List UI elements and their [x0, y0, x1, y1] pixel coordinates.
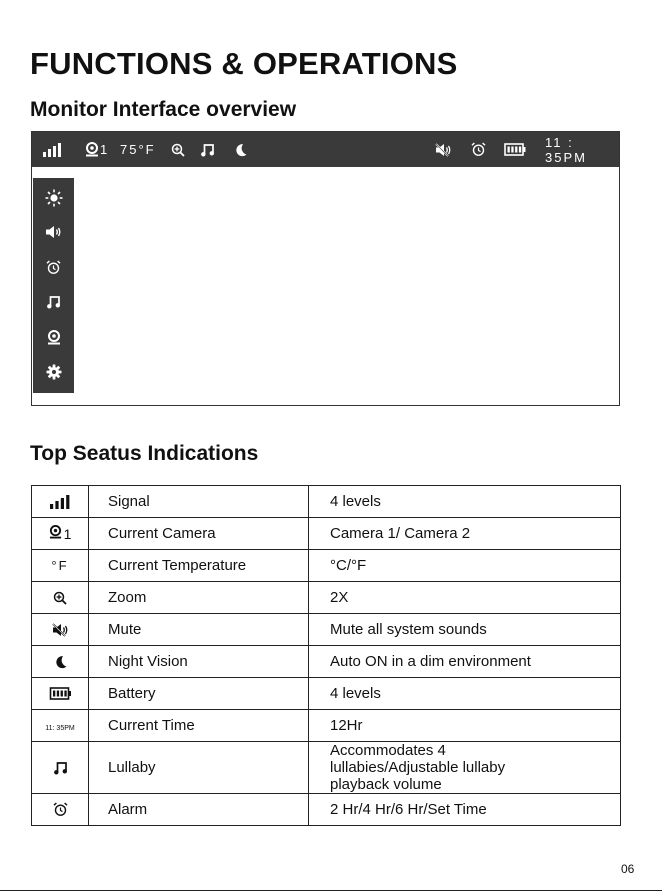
signal-icon: [43, 132, 63, 167]
camera-icon: [85, 132, 99, 167]
page-bottom-rule: [0, 890, 662, 891]
row-name: Current Temperature: [89, 550, 309, 582]
row-name: Current Camera: [89, 518, 309, 550]
section-heading-monitor: Monitor Interface overview: [30, 98, 297, 121]
row-name: Night Vision: [89, 646, 309, 678]
row-value: °C/°F: [309, 550, 621, 582]
table-row: [32, 794, 621, 826]
table-row: [32, 742, 621, 794]
table-row: [32, 646, 621, 678]
row-name: Signal: [89, 486, 309, 518]
row-name: Current Time: [89, 710, 309, 742]
table-row: [32, 614, 621, 646]
alarm-icon[interactable]: [33, 250, 74, 284]
music-note-icon[interactable]: [33, 285, 74, 319]
row-value: Camera 1/ Camera 2: [309, 518, 621, 550]
monitor-top-bar: [32, 132, 619, 167]
table-row: [32, 582, 621, 614]
row-name: Alarm: [89, 794, 309, 826]
camera-icon[interactable]: [33, 320, 74, 354]
table-row: [32, 710, 621, 742]
battery-icon: [504, 132, 526, 167]
brightness-icon[interactable]: [33, 181, 74, 215]
table-row: [32, 678, 621, 710]
zoom-icon: [171, 132, 185, 167]
mute-icon: [32, 623, 88, 637]
alarm-icon: [471, 132, 486, 167]
row-value: 4 levels: [309, 486, 621, 518]
moon-icon: [234, 132, 247, 167]
table-row: [32, 486, 621, 518]
row-value: Accommodates 4 lullabies/Adjustable lullaby playback volume: [309, 742, 621, 794]
page-number: 06: [621, 862, 635, 876]
row-value: Auto ON in a dim environment: [309, 646, 621, 678]
section-heading-status: Top Seatus Indications: [30, 442, 259, 465]
temperature-readout: 75°F: [120, 142, 156, 157]
page-title: FUNCTIONS & OPERATIONS: [30, 46, 458, 81]
time-readout: 11 : 35PM: [545, 134, 587, 165]
row-name: Mute: [89, 614, 309, 646]
music-note-icon: [201, 132, 214, 167]
volume-icon[interactable]: [33, 215, 74, 249]
camera-icon: [49, 525, 62, 543]
row-value: Mute all system sounds: [309, 614, 621, 646]
row-value: 4 levels: [309, 678, 621, 710]
status-indications-table: [31, 485, 621, 826]
signal-icon: [32, 495, 88, 509]
music-note-icon: [32, 761, 88, 775]
monitor-interface: [31, 131, 620, 406]
camera-number: 1: [63, 525, 72, 542]
temperature-unit-label: °F: [51, 558, 69, 573]
table-row: [32, 550, 621, 582]
gear-icon[interactable]: [33, 355, 74, 389]
current-camera-number: 1: [100, 142, 108, 157]
row-value: 2 Hr/4 Hr/6 Hr/Set Time: [309, 794, 621, 826]
alarm-icon: [32, 802, 88, 817]
battery-icon: [32, 687, 88, 700]
row-name: Lullaby: [89, 742, 309, 794]
monitor-side-menu: [33, 178, 74, 393]
row-value: 2X: [309, 582, 621, 614]
row-name: Zoom: [89, 582, 309, 614]
mute-icon: [435, 132, 452, 167]
row-name: Battery: [89, 678, 309, 710]
row-value: 12Hr: [309, 710, 621, 742]
zoom-icon: [32, 591, 88, 605]
table-row: [32, 518, 621, 550]
moon-icon: [32, 655, 88, 669]
time-format-label: 11: 35PM: [45, 725, 75, 732]
